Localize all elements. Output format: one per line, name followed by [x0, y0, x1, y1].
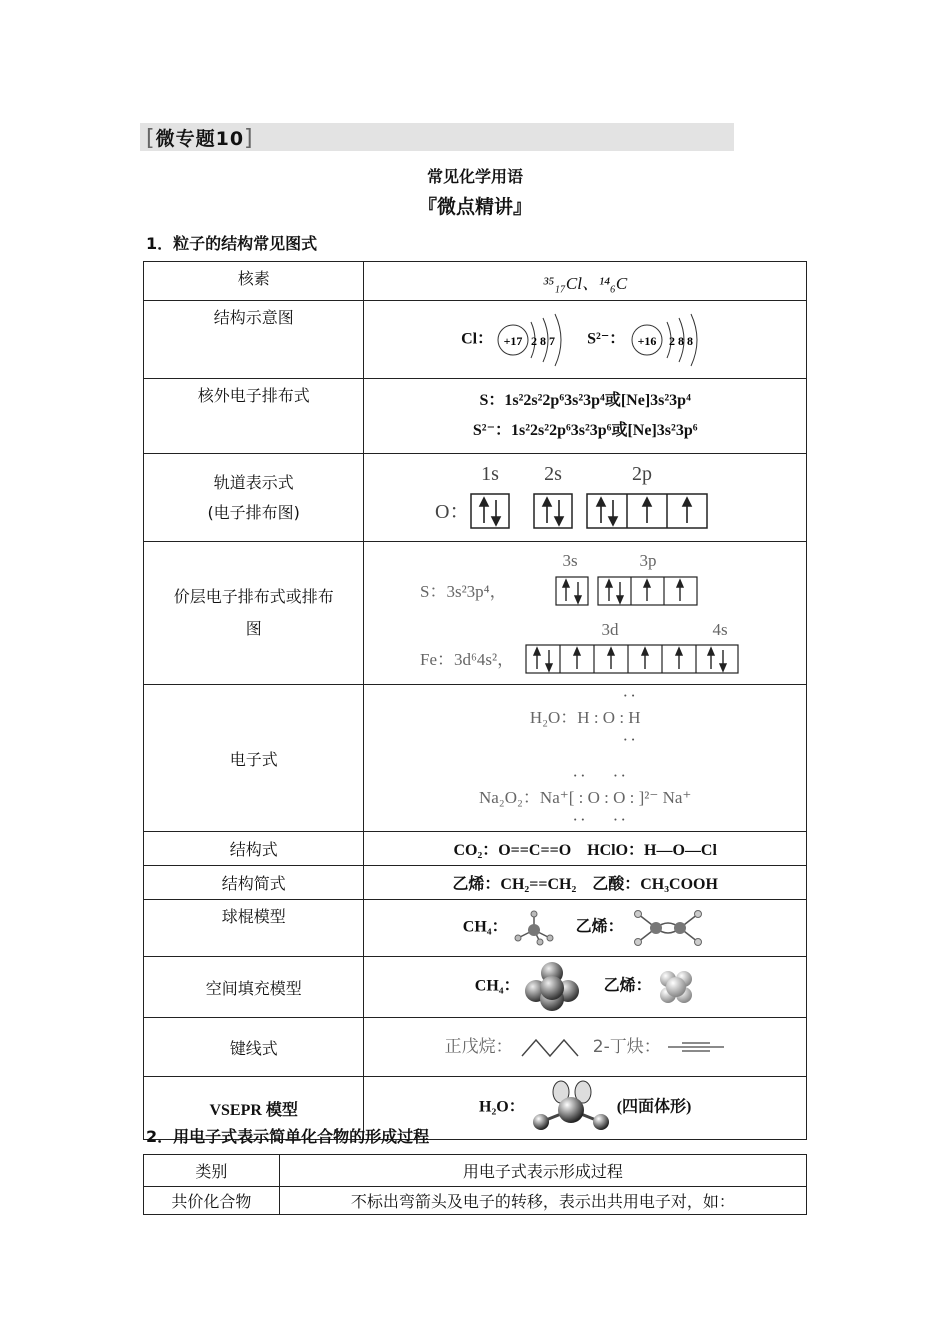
table-row: [144, 301, 807, 379]
table-row: [144, 542, 807, 685]
row-label: VSEPR 模型: [144, 1077, 364, 1140]
row-label: 轨道表示式: [213, 472, 294, 492]
section1-heading: 1．粒子的结构常见图式: [146, 234, 318, 253]
row-label-cell: [144, 454, 364, 542]
pentane-skeletal-formula: [518, 1032, 588, 1062]
nuclide-text: ³⁵₁₇Cl、¹⁴₆C: [543, 273, 628, 293]
formation-table: [143, 1154, 807, 1215]
ethylene-ball-stick-model: [628, 906, 708, 950]
row-label-sub: (电子排布图): [207, 502, 300, 522]
electron-dot-cell: [364, 685, 807, 832]
s2-config: S²⁻：1s²2s²2p⁶3s²3p⁶或[Ne]3s²3p⁶: [472, 422, 698, 439]
cl-nucleus: +17: [503, 333, 523, 348]
ball-stick-cell: [364, 900, 807, 957]
row-label: 空间填充模型: [144, 957, 364, 1018]
row-label: 球棍模型: [144, 900, 364, 957]
row-label: 核素: [144, 262, 364, 301]
formation-description: 不标出弯箭头及电子的转移，表示出共用电子对，如：: [279, 1187, 806, 1215]
section2-heading: 2．用电子式表示简单化合物的形成过程: [146, 1127, 430, 1146]
valence-cell: [364, 542, 807, 685]
table-row: [144, 685, 807, 832]
butyne-label: 2-丁炔：: [592, 1036, 661, 1057]
row-label: 结构示意图: [144, 301, 364, 379]
compound-type: 共价化合物: [144, 1187, 280, 1215]
ch4-space-filling-model: [524, 961, 580, 1013]
lone-pair-dots: ··: [622, 686, 638, 705]
row-label: 电子式: [144, 685, 364, 832]
orbital-label: 2s: [544, 462, 563, 485]
orbital-diagram-cell: [364, 454, 807, 542]
cl-shells: 2 8 7: [531, 333, 556, 348]
s-nucleus: +16: [637, 333, 657, 348]
s-valence-config: S：3s²3p⁴，: [420, 581, 507, 601]
table-row: [144, 832, 807, 866]
table-row: [144, 866, 807, 900]
lone-pair-dots: ·· ··: [572, 810, 629, 829]
column-header: 类别: [144, 1155, 280, 1187]
ch4-ball-stick-model: [512, 908, 556, 948]
table-row: [144, 900, 807, 957]
condensed-formula: 乙烯：CH₂==CH₂ 乙酸：CH₃COOH: [364, 866, 807, 900]
lone-pair-dots: ··: [622, 730, 638, 749]
na2o2-electron-formula: Na₂O₂：Na⁺[ : O : O : ]²⁻ Na⁺: [478, 788, 692, 807]
vsepr-shape: (四面体形): [616, 1098, 692, 1116]
nuclide-value: [364, 262, 807, 301]
row-label: 结构式: [144, 832, 364, 866]
table-header-row: [144, 1155, 807, 1187]
row-label: 价层电子排布式或排布: [173, 587, 334, 606]
row-label-cell: [144, 542, 364, 685]
h2o-vsepr-model: [529, 1080, 613, 1136]
s-config: S：1s²2s²2p⁶3s²3p⁴或[Ne]3s²3p⁴: [479, 392, 691, 409]
butyne-skeletal-formula: [666, 1037, 726, 1057]
column-header: 用电子式表示形成过程: [279, 1155, 806, 1187]
ch4-label: CH₄：: [474, 977, 520, 995]
vsepr-cell: [364, 1077, 807, 1140]
water-electron-formula: H₂O：H : O : H: [529, 708, 641, 727]
row-label: 结构简式: [144, 866, 364, 900]
row-label: 键线式: [144, 1018, 364, 1077]
table-row: [144, 1018, 807, 1077]
pentane-label: 正戊烷：: [444, 1036, 513, 1057]
structure-table: [143, 261, 807, 1140]
s-shells: 2 8 8: [669, 333, 694, 348]
page-title: 常见化学用语: [426, 167, 523, 186]
electron-config-cell: [364, 379, 807, 454]
header-tag: [微专题10]: [146, 126, 254, 151]
orbital-label: 4s: [712, 619, 728, 639]
s-atom-diagram: [629, 310, 709, 370]
lone-pair-dots: ·· ··: [572, 766, 629, 785]
table-row: [144, 454, 807, 542]
orbital-label: 3d: [601, 619, 619, 639]
row-label-sub: 图: [245, 619, 262, 638]
line-formula-cell: [364, 1018, 807, 1077]
table-row: [144, 1187, 807, 1215]
fe-valence-config: Fe：3d⁶4s²，: [420, 649, 515, 669]
space-filling-cell: [364, 957, 807, 1018]
valence-diagram: [420, 544, 750, 679]
orbital-label: 1s: [481, 462, 500, 485]
ethylene-label: 乙烯：: [575, 918, 624, 936]
orbital-label: 3s: [562, 550, 578, 570]
s-label: S²⁻：: [587, 330, 626, 348]
structural-formula: CO₂：O==C==O HClO：H—O—Cl: [364, 832, 807, 866]
page-subtitle: 『微点精讲』: [417, 196, 532, 218]
cl-label: Cl：: [461, 330, 494, 348]
ethylene-label: 乙烯：: [603, 977, 652, 995]
h2o-label: H₂O：: [479, 1098, 525, 1116]
table-row: [144, 379, 807, 454]
table-row: [144, 957, 807, 1018]
atom-label: O：: [435, 500, 470, 523]
orbital-label: 3p: [639, 550, 657, 570]
ch4-label: CH₄：: [462, 918, 508, 936]
structure-diagram-cell: [364, 301, 807, 379]
ethylene-space-filling-model: [656, 967, 696, 1007]
table-row: [144, 262, 807, 301]
row-label: 核外电子排布式: [144, 379, 364, 454]
oxygen-orbital-diagram: [435, 456, 735, 536]
orbital-label: 2p: [632, 462, 653, 485]
cl-atom-diagram: [497, 310, 567, 370]
